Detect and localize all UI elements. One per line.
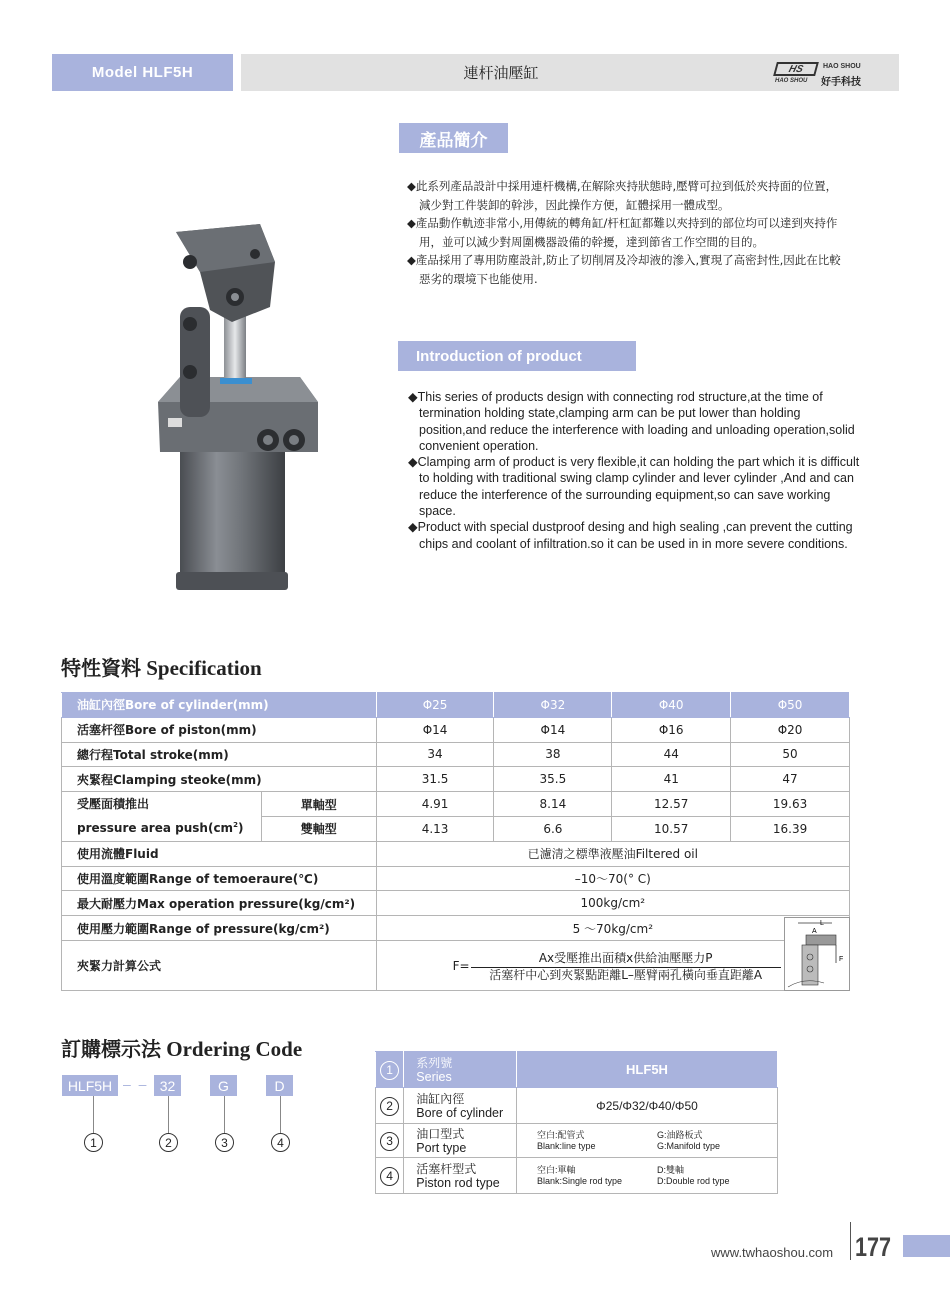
piston-value: Φ20 [731, 717, 850, 742]
code-part-rod: D [266, 1075, 293, 1096]
row-label [404, 1158, 517, 1194]
double-value: 6.6 [494, 816, 612, 841]
stroke-value: 50 [731, 742, 850, 767]
logo-mark-sub: HAO SHOU [775, 78, 808, 84]
piston-label: 活塞杆徑Bore of piston(mm) [62, 717, 377, 742]
code-leader-line [168, 1096, 169, 1133]
diagram-label-a: A [811, 927, 817, 935]
option-en: Blank:line type [537, 1140, 596, 1151]
table-row [62, 717, 850, 742]
intro-en-text [408, 389, 868, 552]
single-value: 4.91 [376, 792, 494, 817]
website-url[interactable]: www.twhaoshou.com [711, 1245, 834, 1260]
code-number: 1 [84, 1133, 103, 1152]
code-part-series: HLF5H [62, 1075, 118, 1096]
clamping-value: 31.5 [376, 767, 494, 792]
code-number: 2 [159, 1133, 178, 1152]
row-label [404, 1052, 517, 1088]
table-row [62, 891, 850, 916]
row-label-cn: 油缸內徑 [416, 1091, 465, 1106]
stroke-value: 44 [612, 742, 731, 767]
row-label-en: Piston rod type [416, 1175, 500, 1190]
row-number: 4 [376, 1158, 404, 1194]
pressure-area-label: 受壓面積推出 pressure area $push(cm^2)$ [62, 792, 262, 842]
formula-denominator: 活塞杆中心到夾緊點距離L–壓臂兩孔橫向垂直距離A [489, 967, 763, 982]
row-label [404, 1124, 517, 1158]
option-cn: G:油路板式 [657, 1129, 703, 1140]
row-value: Φ25/Φ32/Φ40/Φ50 [517, 1088, 778, 1124]
intro-cn-point: ◆此系列產品設計中採用連杆機構,在解除夾持狀態時,壓臂可拉到低於夾持面的位置，減少對工件裝卸的幹涉，因此操作方便，缸體採用一體成型。 [407, 179, 838, 212]
code-dash: – – [123, 1076, 149, 1092]
table-row [62, 767, 850, 792]
code-leader-line [93, 1096, 94, 1133]
clamping-label: 夾緊程Clamping steoke(mm) [62, 767, 377, 792]
single-value: 8.14 [494, 792, 612, 817]
code-part-port: G [210, 1075, 237, 1096]
table-row [62, 940, 850, 990]
intro-cn-point: ◆產品採用了專用防塵設計,防止了切削屑及冷却液的滲入,實現了高密封性,因此在比較惡劣的環境下也能使用. [407, 253, 841, 286]
single-value: 19.63 [731, 792, 850, 817]
table-row [376, 1124, 778, 1158]
pressure-range-label: 使用壓力範圍Range of pressure(kg/cm²) [62, 916, 377, 941]
pressure-area-label-en: pressure area push(cm [77, 820, 234, 835]
company-logo [775, 60, 895, 86]
formula-lhs: F= [452, 958, 470, 973]
footer-accent-bar [903, 1235, 950, 1257]
row-options [517, 1158, 778, 1194]
intro-en-point: ◆This series of products design with connecting rod structure,at the time of termination holding state,clamping arm can be put lower than holding position,and reduce the interference with loading and unloading operation,solid convenient operation. [408, 390, 855, 453]
max-pressure-label: 最大耐壓力Max operation pressure(kg/cm²) [62, 891, 377, 916]
double-value: 10.57 [612, 816, 731, 841]
ordering-title [61, 1033, 302, 1062]
double-value: 16.39 [731, 816, 850, 841]
table-row [376, 1052, 778, 1088]
code-leader-line [280, 1096, 281, 1133]
bore-label: 油缸內徑Bore of cylinder(mm) [62, 693, 377, 718]
option-cn: 空白:配管式 [537, 1129, 585, 1140]
page-number: 177 [855, 1232, 892, 1262]
table-row [62, 693, 850, 718]
clamping-value: 35.5 [494, 767, 612, 792]
pressure-area-unit-sup: 2 [233, 820, 238, 829]
row-number: 1 [376, 1052, 404, 1088]
fluid-label: 使用流體Fluid [62, 841, 377, 866]
row-label [404, 1088, 517, 1124]
intro-en-point: ◆Clamping arm of product is very flexible,it can holding the part which it is difficult to holding with traditional swing clamp cylinder and lever cylinder ,And and can reduce the interference of the surrounding equipment,so can save working space. [408, 455, 860, 519]
footer-divider [850, 1222, 851, 1260]
table-row [62, 916, 850, 941]
table-row [62, 841, 850, 866]
spec-table [61, 692, 850, 991]
table-row [376, 1088, 778, 1124]
formula-label: 夾緊力計算公式 [62, 940, 377, 990]
option-en: D:Double rod type [657, 1175, 730, 1186]
row-value: HLF5H [517, 1052, 778, 1088]
spec-title [61, 652, 262, 681]
table-row [62, 742, 850, 767]
intro-en-heading: Introduction of product [398, 341, 636, 371]
formula-numerator: Ax受壓推出面積x供給油壓壓力P [471, 949, 781, 968]
diagram-label-f: F [838, 955, 843, 963]
product-image [140, 212, 340, 612]
code-number: 4 [271, 1133, 290, 1152]
bore-value: Φ40 [612, 693, 731, 718]
double-rod-label: 雙軸型 [261, 816, 376, 841]
intro-cn-point: ◆產品動作軌迹非常小,用傳統的轉角缸/杆杠缸都難以夾持到的部位均可以達到夾持作用，並可以減少對周圍機器設備的幹擾，達到節省工作空間的目的。 [407, 216, 838, 249]
spec-title-cn: 特性資料 [61, 656, 141, 680]
intro-cn-heading: 產品簡介 [399, 123, 508, 153]
intro-en-point: ◆Product with special dustproof desing and high sealing ,can prevent the cutting chips and coolant of infiltration.so it can be used in in more severe conditions. [408, 520, 853, 551]
header-bar [241, 54, 899, 91]
spec-title-en: Specification [146, 656, 262, 680]
logo-brand-en: HAO SHOU [823, 63, 861, 70]
model-label: Model HLF5H [52, 54, 233, 91]
table-row [62, 792, 850, 817]
piston-value: Φ14 [494, 717, 612, 742]
table-row [376, 1158, 778, 1194]
ordering-table [375, 1051, 778, 1194]
piston-value: Φ14 [376, 717, 494, 742]
logo-mark: HS [773, 62, 819, 76]
ordering-title-cn: 訂購標示法 [61, 1037, 161, 1061]
code-leader-line [224, 1096, 225, 1133]
option-cn: 空白:單軸 [537, 1164, 576, 1175]
bore-value: Φ25 [376, 693, 494, 718]
row-label-cn: 活塞杆型式 [416, 1161, 477, 1176]
clamping-value: 41 [612, 767, 731, 792]
table-row [62, 866, 850, 891]
row-number: 2 [376, 1088, 404, 1124]
pressure-area-label-cn: 受壓面積推出 [77, 796, 150, 811]
stroke-label: 總行程Total stroke(mm) [62, 742, 377, 767]
diagram-label-l: L [819, 919, 824, 927]
single-value: 12.57 [612, 792, 731, 817]
temp-value: –10～70(° C) [376, 866, 849, 891]
row-label-en: Series [416, 1069, 452, 1084]
fluid-value: 已濾清之標準液壓油Filtered oil [376, 841, 849, 866]
row-label-cn: 油口型式 [416, 1126, 465, 1141]
option-en: G:Manifold type [657, 1140, 721, 1151]
option-en: Blank:Single rod type [537, 1175, 623, 1186]
row-label-en: Port type [416, 1140, 467, 1155]
row-label-cn: 系列號 [416, 1055, 453, 1070]
clamping-value: 47 [731, 767, 850, 792]
option-cn: D:雙軸 [657, 1164, 685, 1175]
pressure-range-value: 5 ～70kg/cm² [376, 916, 849, 941]
max-pressure-value: 100kg/cm² [376, 891, 849, 916]
temp-label: 使用溫度範圍Range of temoeraure(℃) [62, 866, 377, 891]
row-number: 3 [376, 1124, 404, 1158]
clamp-force-diagram [784, 917, 850, 991]
code-part-bore: 32 [154, 1075, 181, 1096]
intro-cn-text [407, 177, 847, 288]
stroke-value: 38 [494, 742, 612, 767]
stroke-value: 34 [376, 742, 494, 767]
ordering-title-en: Ordering Code [166, 1037, 303, 1061]
bore-value: Φ32 [494, 693, 612, 718]
single-rod-label: 單軸型 [261, 792, 376, 817]
row-options [517, 1124, 778, 1158]
logo-brand-cn: 好手科技 [821, 77, 861, 88]
piston-value: Φ16 [612, 717, 731, 742]
code-number: 3 [215, 1133, 234, 1152]
double-value: 4.13 [376, 816, 494, 841]
page-title: 連杆油壓缸 [463, 64, 539, 82]
bore-value: Φ50 [731, 693, 850, 718]
row-label-en: Bore of cylinder [416, 1105, 504, 1120]
